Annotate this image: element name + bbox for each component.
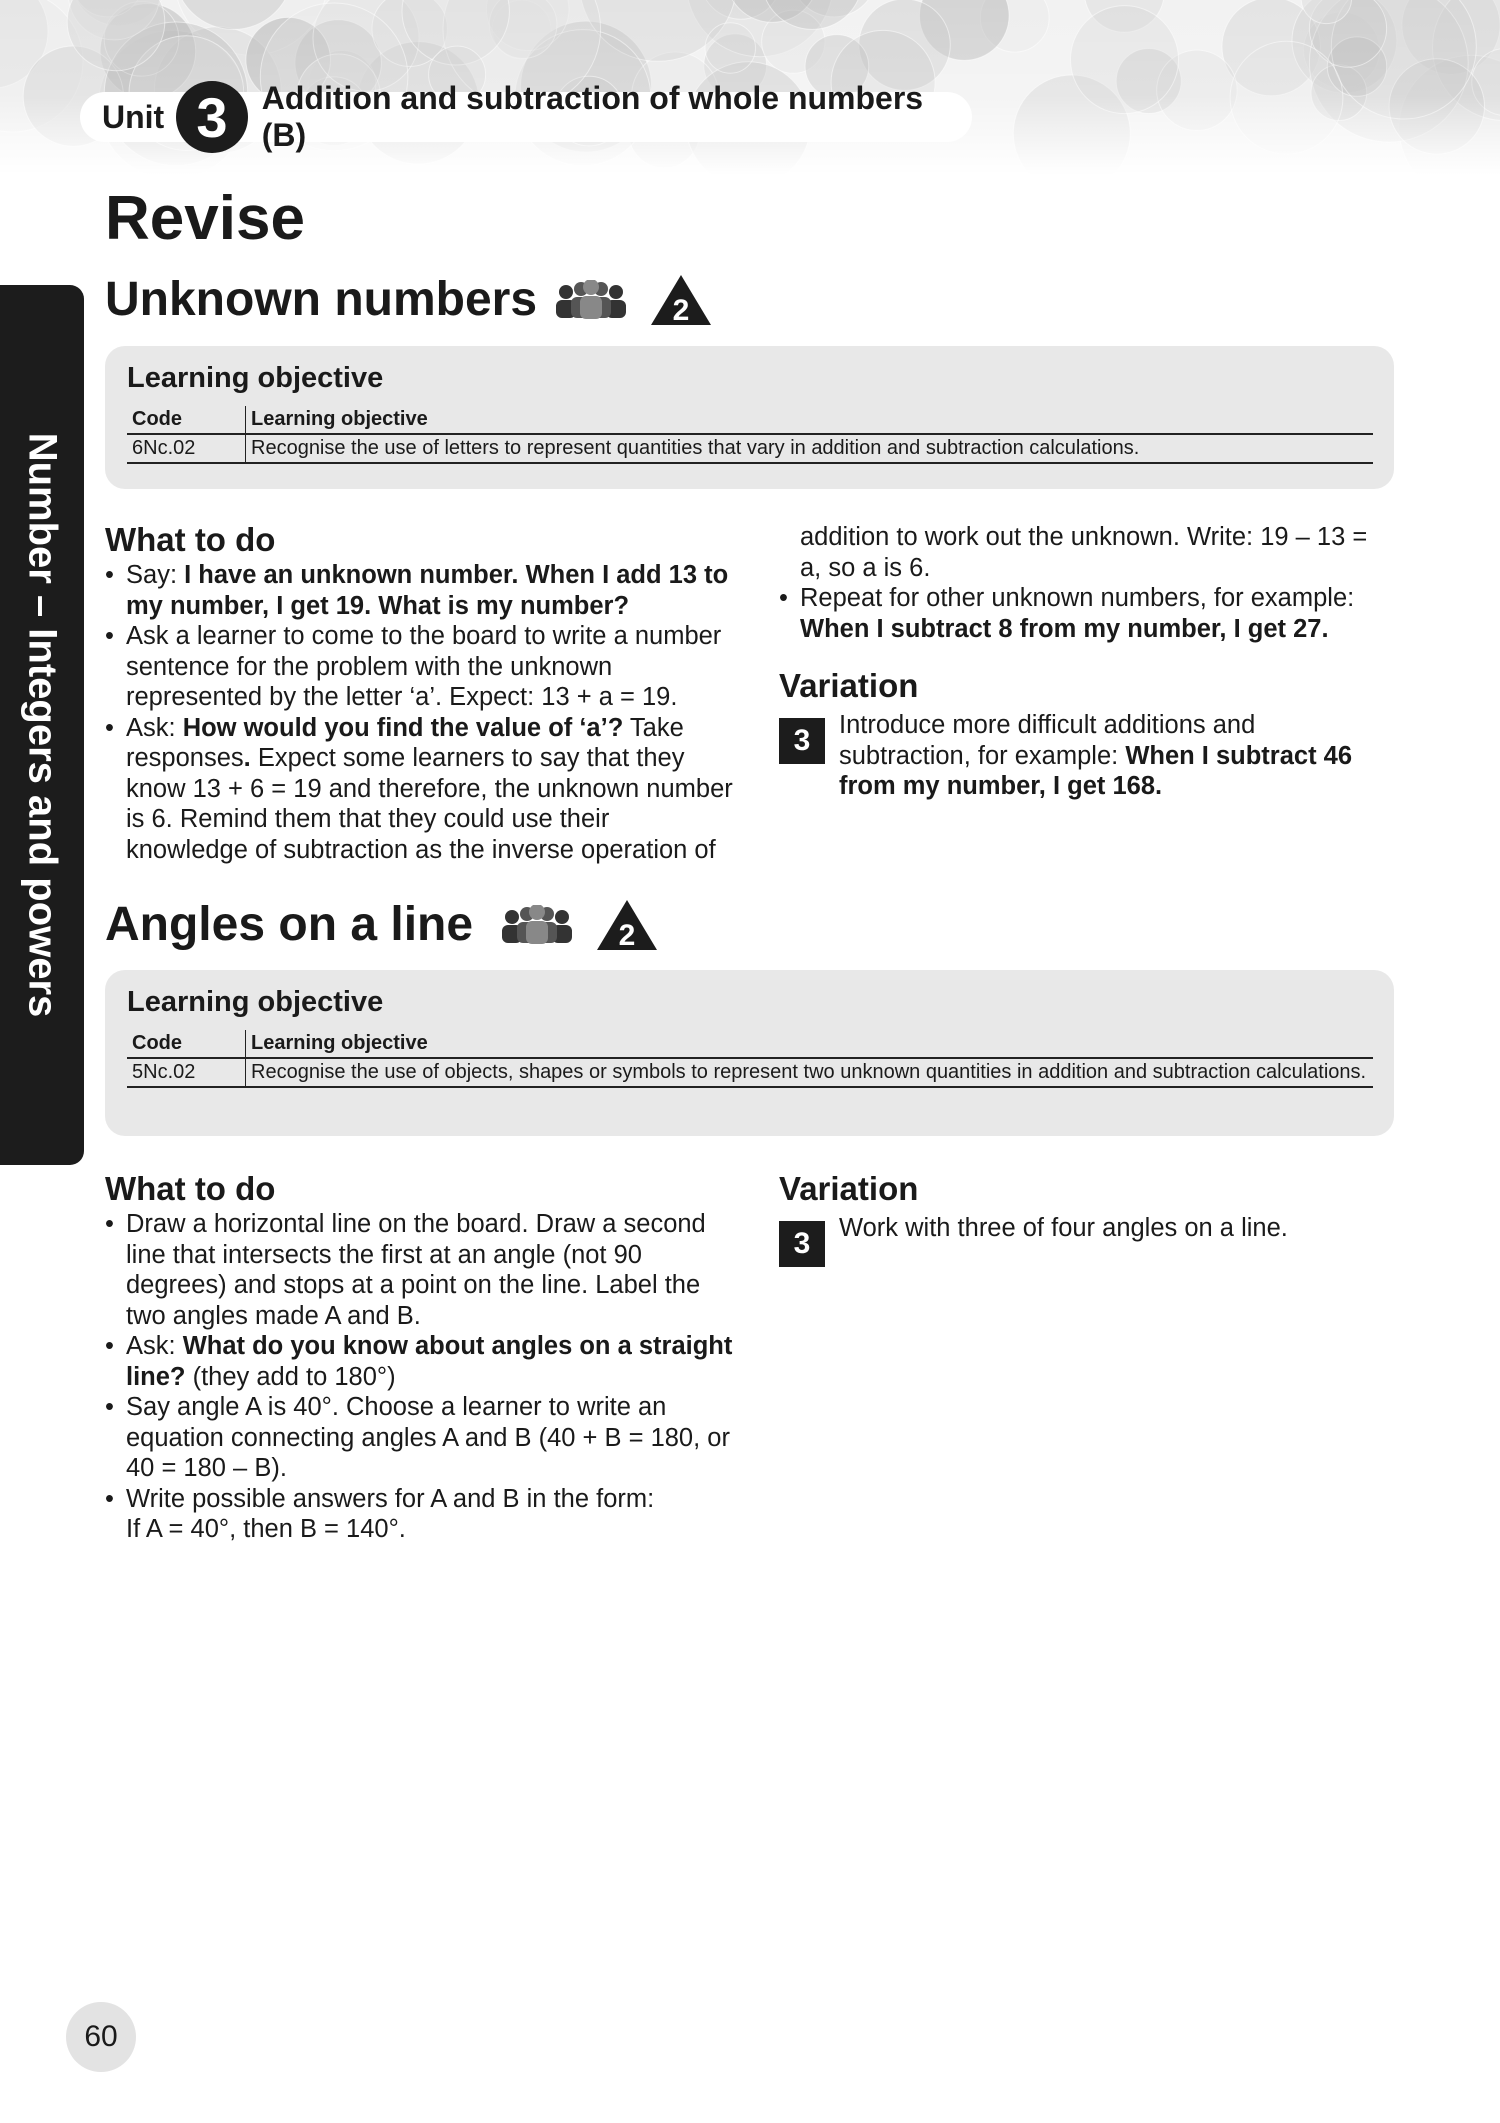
what-to-do-heading: What to do bbox=[105, 521, 276, 558]
unit-label: Unit bbox=[102, 98, 165, 135]
group-work-icon bbox=[499, 905, 575, 945]
objective-text: Recognise the use of letters to represent quantities that vary in addition and subtraction calculations. bbox=[246, 434, 1374, 463]
variation-level-badge: 3 bbox=[779, 718, 825, 764]
side-tab-label: Number – Integers and powers bbox=[20, 432, 65, 1018]
list-item: • Say angle A is 40°. Choose a learner to write an equation connecting angles A and B (40 + B = 180, or 40 = 180 – B). bbox=[105, 1392, 735, 1484]
page-title: Revise bbox=[105, 184, 305, 253]
section-heading-angles-on-a-line bbox=[105, 897, 659, 952]
objective-code: 5Nc.02 bbox=[127, 1058, 246, 1087]
what-to-do-column bbox=[105, 1169, 735, 1545]
continued-column bbox=[779, 522, 1389, 802]
instruction-list-continued bbox=[779, 522, 1389, 644]
variation-heading: Variation bbox=[779, 667, 919, 704]
learning-objective-box bbox=[105, 346, 1394, 489]
list-item: • Ask a learner to come to the board to write a number sentence for the problem with the unknown represented by the letter ‘a’. Expect: 13 + a = 19. bbox=[105, 621, 735, 713]
learning-objective-box bbox=[105, 970, 1394, 1136]
list-item: • Repeat for other unknown numbers, for example: When I subtract 8 from my number, I get 27. bbox=[779, 583, 1389, 644]
level-triangle-icon bbox=[649, 273, 713, 327]
table-row bbox=[127, 1058, 1373, 1087]
variation-heading: Variation bbox=[779, 1170, 919, 1207]
what-to-do-heading: What to do bbox=[105, 1170, 276, 1207]
table-header-code: Code bbox=[127, 406, 246, 434]
learning-objective-heading: Learning objective bbox=[127, 986, 384, 1018]
instruction-list bbox=[105, 560, 735, 865]
side-tab bbox=[0, 285, 84, 1165]
table-header-objective: Learning objective bbox=[246, 406, 1374, 434]
objective-table bbox=[127, 406, 1373, 464]
objective-text: Recognise the use of objects, shapes or symbols to represent two unknown quantities in addition and subtraction calculations. bbox=[246, 1058, 1374, 1087]
list-item-continued: addition to work out the unknown. Write: 19 – 13 = a, so a is 6. bbox=[800, 523, 1368, 582]
unit-title: Addition and subtraction of whole numbers (B) bbox=[261, 80, 924, 153]
level-triangle-icon bbox=[595, 898, 659, 952]
list-item: • Ask: What do you know about angles on a straight line? (they add to 180°) bbox=[105, 1331, 735, 1392]
objective-table bbox=[127, 1030, 1373, 1088]
objective-code: 6Nc.02 bbox=[127, 434, 246, 463]
page-number: 60 bbox=[66, 2002, 136, 2072]
group-work-icon bbox=[553, 280, 629, 320]
table-header-code: Code bbox=[127, 1030, 246, 1058]
variation-level-badge: 3 bbox=[779, 1221, 825, 1267]
table-row bbox=[127, 434, 1373, 463]
unit-number-badge: 3 bbox=[176, 81, 248, 153]
svg-text:2: 2 bbox=[672, 293, 690, 327]
learning-objective-heading: Learning objective bbox=[127, 362, 384, 394]
variation-item bbox=[779, 710, 1389, 802]
list-item: • Write possible answers for A and B in the form: If A = 40°, then B = 140°. bbox=[105, 1484, 735, 1545]
list-item: • Draw a horizontal line on the board. Draw a second line that intersects the first at an angle (not 90 degrees) and stops at a point on the line. Label the two angles made A and B. bbox=[105, 1209, 735, 1331]
variation-text: Introduce more difficult additions and subtraction, for example: When I subtract 46 from my number, I get 168. bbox=[839, 711, 1353, 800]
variation-text: Work with three of four angles on a line. bbox=[839, 1214, 1288, 1242]
instruction-list bbox=[105, 1209, 735, 1545]
unit-header bbox=[80, 80, 972, 153]
svg-text:2: 2 bbox=[618, 918, 636, 952]
variation-column bbox=[779, 1169, 1389, 1267]
section-title: Unknown numbers bbox=[105, 273, 538, 326]
section-title: Angles on a line bbox=[105, 898, 474, 951]
variation-item bbox=[779, 1213, 1389, 1267]
section-heading-unknown-numbers bbox=[105, 272, 713, 327]
table-header-objective: Learning objective bbox=[246, 1030, 1374, 1058]
list-item: • Ask: How would you find the value of ‘a’? Take responses. Expect some learners to say that they know 13 + 6 = 19 and therefore, the unknown number is 6. Remind them that they could use their knowledge of subtraction as the inverse operation of bbox=[105, 713, 735, 866]
what-to-do-column bbox=[105, 520, 735, 865]
list-item: • Say: I have an unknown number. When I add 13 to my number, I get 19. What is my number? bbox=[105, 560, 735, 621]
